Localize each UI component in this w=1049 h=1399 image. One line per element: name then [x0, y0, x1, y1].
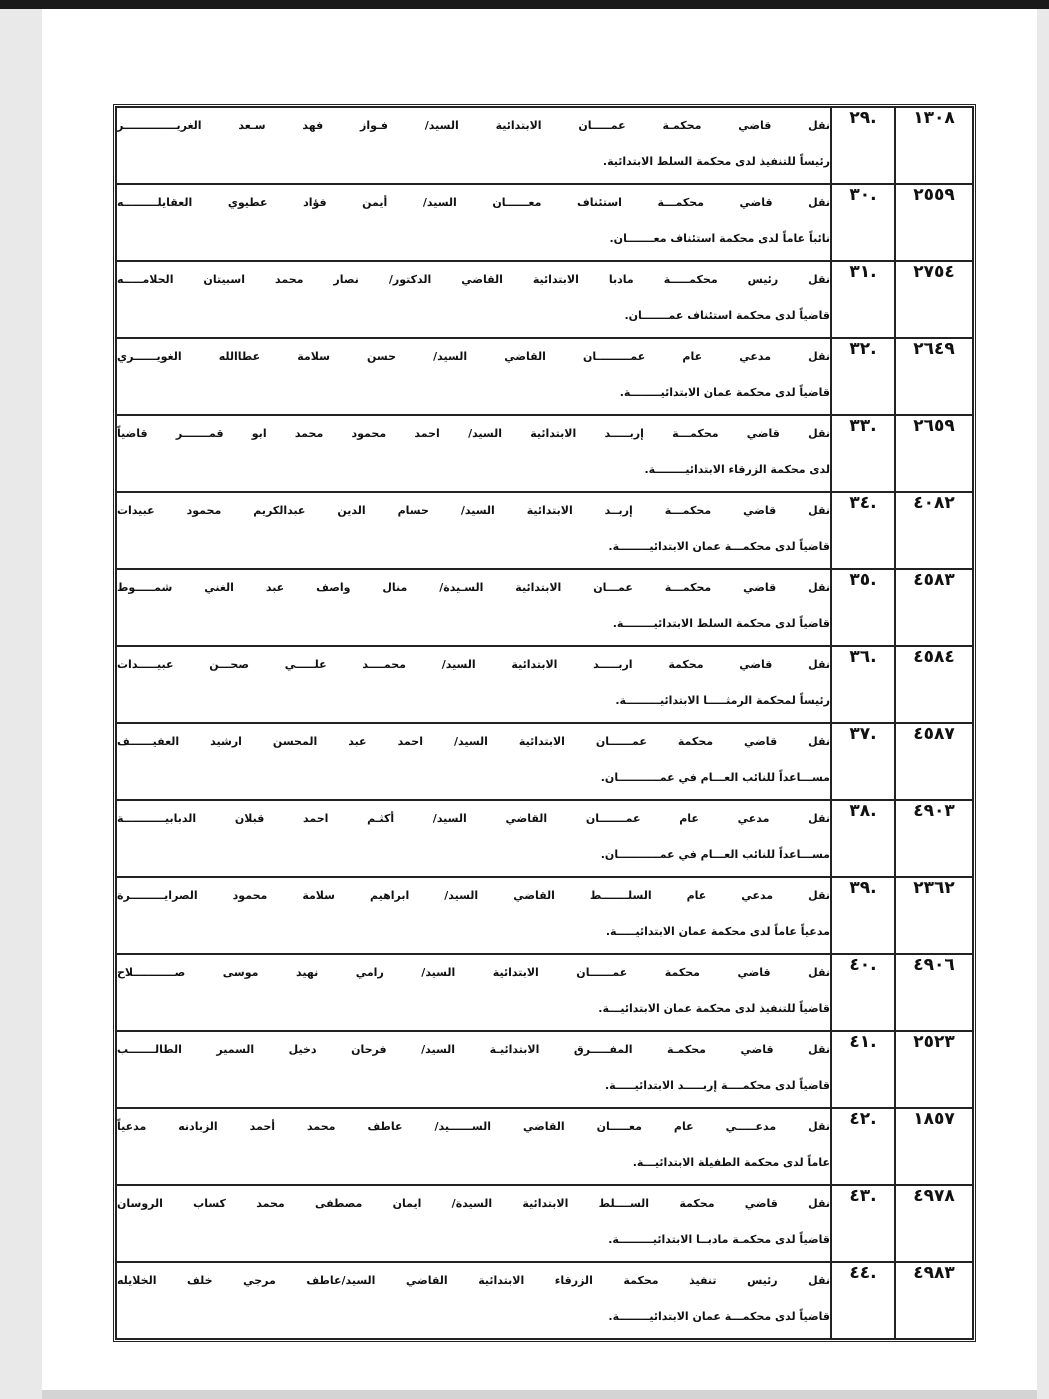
- record-code: ٤٠٨٢: [895, 492, 973, 569]
- table-row: [116, 1031, 973, 1108]
- table-row: [116, 415, 973, 492]
- table-row: [116, 646, 973, 723]
- item-number: .٣٤: [831, 492, 895, 569]
- description-line-2: رئيساً للتنفيذ لدى محكمة السلط الابتدائية.: [602, 155, 830, 168]
- record-code: ٢٦٥٩: [895, 415, 973, 492]
- description-line-1: نقل قاضي محكمـة المفـــــرق الابتدائيـة السيد/ فرحان دخيل السمير الطالـــــــب: [117, 1043, 830, 1056]
- record-code: ٢٦٤٩: [895, 338, 973, 415]
- item-number: .٣٥: [831, 569, 895, 646]
- description-line-2: قاضياً لدى محكمـــة عمان الابتدائيــــــــة.: [608, 1310, 830, 1323]
- description-line-1: نقل مدعي عام عمـــــــان القاضي السيد/ أكثـم احمد قبلان الدبابيـــــــــــة: [117, 812, 830, 825]
- transfer-description: [116, 261, 831, 338]
- transfer-description: [116, 1262, 831, 1339]
- record-code: ٤٩٠٣: [895, 800, 973, 877]
- top-bar: [0, 0, 1049, 9]
- transfers-table: [115, 106, 974, 1340]
- table-row: [116, 800, 973, 877]
- description-line-2: لدى محكمة الزرقاء الابتدائيــــــــة.: [644, 463, 830, 476]
- record-code: ٢٣٦٢: [895, 877, 973, 954]
- item-number: .٤٢: [831, 1108, 895, 1185]
- description-line-1: نقل قاضي محكمـــة إربـــــد الابتدائية السيد/ احمد محمود محمد ابو قمـــــــر قاضياً: [117, 427, 830, 440]
- item-number: .٤٣: [831, 1185, 895, 1262]
- description-line-1: نقل رئيس تنفيذ محكمة الزرقاء الابتدائية القاضي السيد/عاطف مرجي خلف الخلايله: [117, 1274, 830, 1287]
- record-code: ١٣٠٨: [895, 107, 973, 184]
- transfer-description: [116, 723, 831, 800]
- description-line-2: نائباً عاماً لدى محكمة استئناف معـــــــان.: [609, 232, 830, 245]
- transfer-description: [116, 492, 831, 569]
- description-line-2: قاضياً لدى محكمـــة عمان الابتدائيــــــــة.: [608, 540, 830, 553]
- record-code: ٢٧٥٤: [895, 261, 973, 338]
- transfer-description: [116, 1108, 831, 1185]
- table-row: [116, 877, 973, 954]
- record-code: ٢٥٥٩: [895, 184, 973, 261]
- table-row: [116, 569, 973, 646]
- item-number: .٤٤: [831, 1262, 895, 1339]
- table-row: [116, 1262, 973, 1339]
- description-line-2: قاضياً لدى محكمــــة إربـــــد الابتدائيـــــة.: [604, 1079, 830, 1092]
- table-row: [116, 492, 973, 569]
- description-line-1: نقل قاضي محكمة اربـــــد الابتدائية السيد/ محمــــد علـــــي صحـــن عبيـــــدات: [117, 658, 830, 671]
- transfer-description: [116, 877, 831, 954]
- item-number: .٤٠: [831, 954, 895, 1031]
- table-row: [116, 1185, 973, 1262]
- description-line-1: نقل قاضي محكمة الســــلط الابتدائية السيدة/ ايمان مصطفى محمد كساب الروسان: [117, 1197, 830, 1210]
- table-row: [116, 723, 973, 800]
- description-line-1: نقل مدعي عام عمـــــــــان القاضي السيد/ حسن سلامة عطاالله الغويــــــري: [117, 350, 830, 363]
- item-number: .٣٢: [831, 338, 895, 415]
- record-code: ٤٩٧٨: [895, 1185, 973, 1262]
- item-number: .٢٩: [831, 107, 895, 184]
- description-line-2: مدعياً عاماً لدى محكمة عمان الابتدائيـــــة.: [605, 925, 830, 938]
- transfer-description: [116, 646, 831, 723]
- description-line-2: قاضياً لدى محكمة استئناف عمـــــــان.: [624, 309, 830, 322]
- description-line-1: نقل قاضي محكمـــة عمـــان الابتدائية السـيدة/ منال واصف عبد الغني شمـــــوط: [117, 581, 830, 594]
- item-number: .٣٦: [831, 646, 895, 723]
- table-row: [116, 338, 973, 415]
- transfer-description: [116, 415, 831, 492]
- description-line-2: قاضياً للتنفيذ لدى محكمة عمان الابتدائيـــة.: [598, 1002, 830, 1015]
- description-line-1: نقل قاضي محكمة عمــــــان الابتدائية السيد/ احمد عبد المحسن ارشيد العفيــــــف: [117, 735, 830, 748]
- table-row: [116, 954, 973, 1031]
- transfer-description: [116, 1185, 831, 1262]
- table-row: [116, 184, 973, 261]
- transfer-description: [116, 800, 831, 877]
- page-bottom-edge: [42, 1390, 1037, 1399]
- item-number: .٤١: [831, 1031, 895, 1108]
- record-code: ١٨٥٧: [895, 1108, 973, 1185]
- description-line-1: نقل قاضي محكمـة عمـــــان الابتدائية السيد/ فـواز فهد سـعد الغريــــــــــــــر: [117, 119, 830, 132]
- item-number: .٣١: [831, 261, 895, 338]
- description-line-2: عاماً لدى محكمة الطفيلة الابتدائيـــة.: [632, 1156, 830, 1169]
- description-line-1: نقل قاضي محكمـــة إربــد الابتدائية السيد/ حسام الدين عبدالكريم محمود عبيدات: [117, 504, 830, 517]
- transfer-description: [116, 107, 831, 184]
- record-code: ٤٥٨٣: [895, 569, 973, 646]
- table-body: [116, 107, 973, 1339]
- record-code: ٢٥٢٣: [895, 1031, 973, 1108]
- description-line-2: قاضياً لدى محكمة عمان الابتدائيــــــــة.: [619, 386, 830, 399]
- transfer-description: [116, 338, 831, 415]
- document-page: [42, 9, 1037, 1390]
- record-code: ٤٩٠٦: [895, 954, 973, 1031]
- description-line-1: نقل قاضي محكمـــة استئناف معــــــان السيد/ أيمن فؤاد عطيوي العقايلـــــــــه: [117, 196, 830, 209]
- transfer-description: [116, 569, 831, 646]
- description-line-1: نقل مدعـــــي عام معـــــان القاضي الســــــيد/ عاطف محمد أحمد الزبادنه مدعياً: [117, 1120, 830, 1133]
- transfer-description: [116, 954, 831, 1031]
- item-number: .٣٧: [831, 723, 895, 800]
- description-line-1: نقل مدعي عام السلـــــــط القاضي السيد/ ابراهيم سلامة محمود الصرايـــــــــرة: [117, 889, 830, 902]
- record-code: ٤٩٨٣: [895, 1262, 973, 1339]
- transfer-description: [116, 1031, 831, 1108]
- description-line-2: قاضياً لدى محكمـة مادبــا الابتدائيـــــــــة.: [608, 1233, 830, 1246]
- table-row: [116, 1108, 973, 1185]
- description-line-1: نقل قاضي محكمة عمــــــان الابتدائية السيد/ رامي نهيد موسى صـــــــــــلاح: [117, 966, 830, 979]
- item-number: .٣٩: [831, 877, 895, 954]
- description-line-1: نقل رئيس محكمـــــة مادبا الابتدائية القاضي الدكتور/ نصار محمد اسبيتان الحلامـــــه: [117, 273, 830, 286]
- item-number: .٣٨: [831, 800, 895, 877]
- item-number: .٣٠: [831, 184, 895, 261]
- description-line-2: رئيساً لمحكمة الرمثـــــا الابتدائيـــــــــة.: [615, 694, 830, 707]
- description-line-2: قاضياً لدى محكمة السلط الابتدائيــــــــة.: [612, 617, 830, 630]
- table-row: [116, 261, 973, 338]
- record-code: ٤٥٨٧: [895, 723, 973, 800]
- description-line-2: مســـاعداً للنائب العـــام في عمـــــــــــان.: [600, 848, 830, 861]
- table-row: [116, 107, 973, 184]
- description-line-2: مســـاعداً للنائب العـــام في عمـــــــــــان.: [600, 771, 830, 784]
- transfer-description: [116, 184, 831, 261]
- item-number: .٣٣: [831, 415, 895, 492]
- record-code: ٤٥٨٤: [895, 646, 973, 723]
